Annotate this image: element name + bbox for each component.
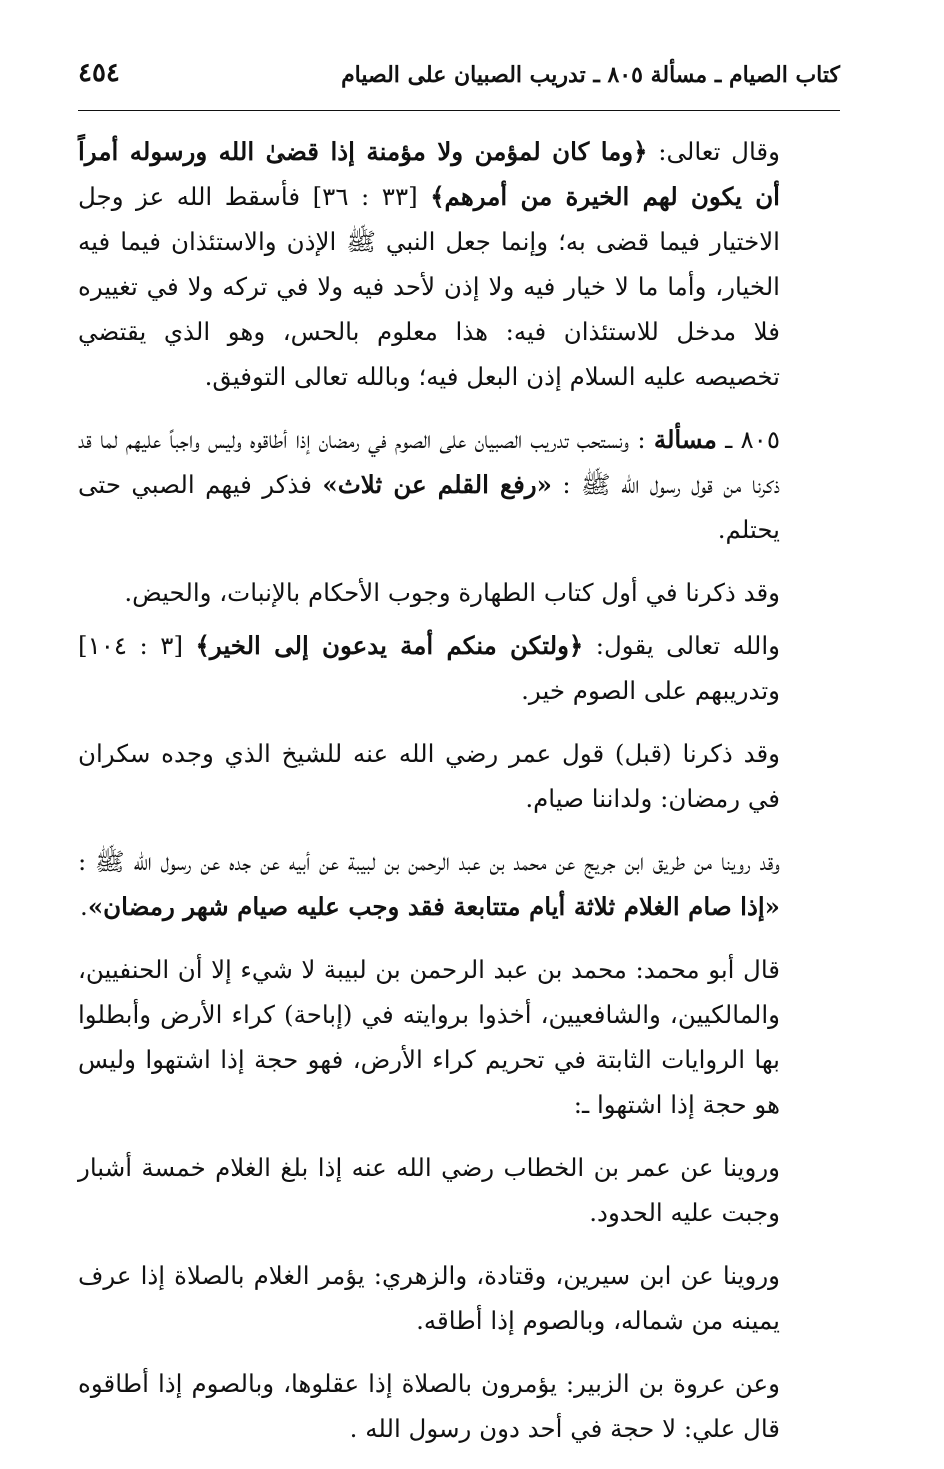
text-segment: وقال تعالى: (647, 137, 780, 166)
bold-text-segment: مسألة (653, 425, 717, 454)
bold-text-segment: ﴿وما كان لمؤمن ولا مؤمنة إذا قضىٰ الله ورسوله أمراً أن يكون لهم الخيرة من أمرهم﴾ (78, 137, 780, 211)
text-segment: والله تعالى يقول: (583, 631, 780, 660)
bold-text-segment: ﴿ولتكن منكم أمة يدعون إلى الخير﴾ (195, 631, 584, 660)
text-segment: وقد روينا من طريق ابن جريج عن محمد بن عبد الرحمن بن لبيبة عن أبيه عن جده عن رسول الله ﷺ : (78, 847, 780, 876)
body-paragraph (78, 1145, 840, 1235)
text-segment: : ونستحب تدريب الصبيان على الصوم في رمضان إذا أطاقوه وليس واجباً عليهم لما قد ذكرنا من قول رسول الله ﷺ : (78, 425, 780, 499)
text-segment: وروينا عن ابن سيرين، وقتادة، والزهري: يؤمر الغلام بالصلاة إذا عرف يمينه من شماله، وبالصوم إذا أطاقه. (78, 1261, 780, 1335)
bold-text-segment: «رفع القلم عن ثلاث» (322, 470, 552, 499)
text-segment: وروينا عن عمر بن الخطاب رضي الله عنه إذا بلغ الغلام خمسة أشبار وجبت عليه الحدود. (78, 1153, 780, 1227)
text-segment: وقد ذكرنا في أول كتاب الطهارة وجوب الأحكام بالإنبات، والحيض. (124, 578, 780, 607)
text-segment: [٣ : ١٠٤] وتدريبهم على الصوم خير. (78, 631, 780, 705)
text-segment: وقد ذكرنا (قبل) قول عمر رضي الله عنه للشيخ الذي وجده سكران في رمضان: ولداننا صيام. (78, 739, 780, 813)
text-segment: ٨٠٥ ـ (716, 425, 780, 454)
body-paragraph (78, 1253, 840, 1343)
bold-text-segment: «إذا صام الغلام ثلاثة أيام متتابعة فقد وجب عليه صيام شهر رمضان» (87, 892, 780, 921)
body-paragraph (78, 129, 840, 399)
body-paragraph (78, 839, 840, 929)
body-paragraph (78, 417, 840, 552)
text-segment: فذكر فيهم الصبي حتى يحتلم. (78, 470, 780, 544)
page-number: ٤٥٤ (78, 58, 120, 88)
book-page (78, 50, 840, 1469)
page-header (78, 50, 840, 111)
text-segment: وعن عروة بن الزبير: يؤمرون بالصلاة إذا عقلوها، وبالصوم إذا أطاقوه قال علي: لا حجة في أحد دون رسول الله . (78, 1369, 780, 1443)
text-segment: . (80, 892, 88, 921)
page-body (78, 111, 840, 1451)
body-paragraph (78, 731, 840, 821)
body-paragraph (78, 1361, 840, 1451)
body-paragraph (78, 570, 840, 615)
body-paragraph (78, 623, 840, 713)
running-title: كتاب الصيام ـ مسألة ٨٠٥ ـ تدريب الصبيان على الصيام (341, 62, 840, 88)
text-segment: [٣٣ : ٣٦] فأسقط الله عز وجل الاختيار فيما قضى به؛ وإنما جعل النبي ﷺ الإذن والاستئذان فيما فيه الخيار، وأما ما لا خيار فيه ولا إذن لأحد فيه ولا في تركه ولا في تغييره فلا مدخل للاستئذان فيه: هذا معلوم بالحس، وهو الذي يقتضي تخصيصه عليه السلام إذن البعل فيه؛ وبالله تعالى التوفيق. (78, 182, 780, 391)
body-paragraph (78, 947, 840, 1127)
text-segment: قال أبو محمد: محمد بن عبد الرحمن بن لبيبة لا شيء إلا أن الحنفيين، والمالكيين، والشافعيين، أخذوا بروايته في (إباحة) كراء الأرض وأبطلوا بها الروايات الثابتة في تحريم كراء الأرض، فهو حجة إذا اشتهوا وليس هو حجة إذا اشتهوا ـ: (78, 955, 780, 1119)
